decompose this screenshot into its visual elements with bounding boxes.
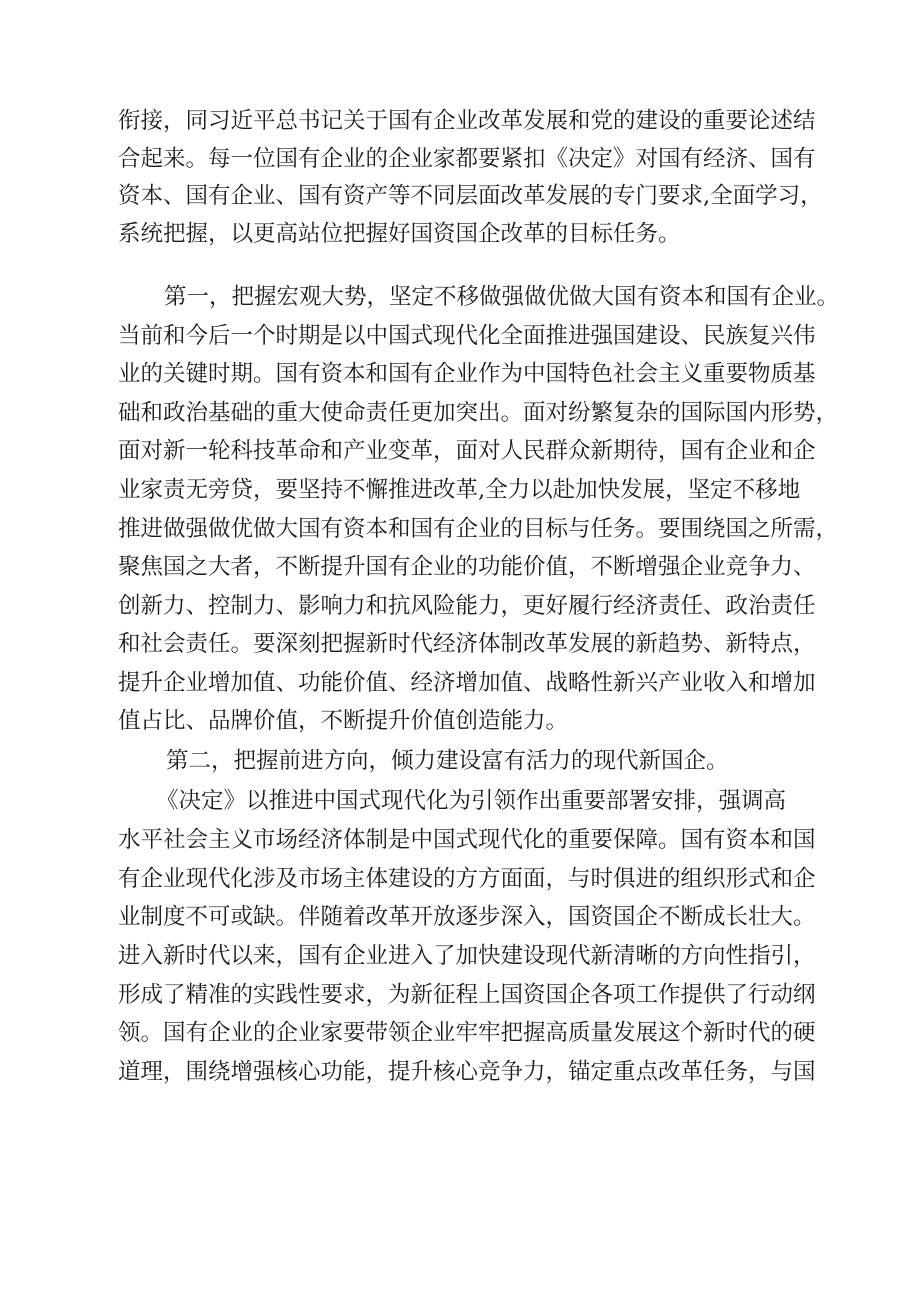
text-line: 推进做强做优做大国有资本和国有企业的目标与任务。要围绕国之所需， xyxy=(118,516,839,542)
text-line: 和社会责任。要深刻把握新时代经济体制改革发展的新趋势、新特点， xyxy=(118,631,816,657)
text-line: 系统把握，以更高站位把握好国资国企改革的目标任务。 xyxy=(118,221,681,247)
text-line: 第二，把握前进方向，倾力建设富有活力的现代新国企。 xyxy=(166,748,729,774)
text-line: 业家责无旁贷，要坚持不懈推进改革,全力以赴加快发展，坚定不移地 xyxy=(118,477,801,503)
text-line: 值占比、品牌价值，不断提升价值创造能力。 xyxy=(118,708,569,734)
text-line: 资本、国有企业、国有资产等不同层面改革发展的专门要求,全面学习， xyxy=(118,183,823,209)
text-line: 《决定》以推进中国式现代化为引领作出重要部署安排，强调高 xyxy=(156,788,787,814)
text-line: 创新力、控制力、影响力和抗风险能力，更好履行经济责任、政治责任 xyxy=(118,593,816,619)
text-line: 领。国有企业的企业家要带领企业牢牢把握高质量发展这个新时代的硬 xyxy=(118,1020,816,1046)
text-line: 面对新一轮科技革命和产业变革，面对人民群众新期待，国有企业和企 xyxy=(118,438,816,464)
text-line: 有企业现代化涉及市场主体建设的方方面面，与时俱进的组织形式和企 xyxy=(118,866,816,892)
text-line: 聚焦国之大者，不断提升国有企业的功能价值，不断增强企业竞争力、 xyxy=(118,554,816,580)
text-line: 业的关键时期。国有资本和国有企业作为中国特色社会主义重要物质基 xyxy=(118,361,816,387)
text-line: 合起来。每一位国有企业的企业家都要紧扣《决定》对国有经济、国有 xyxy=(118,146,816,172)
text-line: 提升企业增加值、功能价值、经济增加值、战略性新兴产业收入和增加 xyxy=(118,670,816,696)
text-line: 第一，把握宏观大势，坚定不移做强做优做大国有资本和国有企业。 xyxy=(164,284,840,310)
text-line: 水平社会主义市场经济体制是中国式现代化的重要保障。国有资本和国 xyxy=(118,827,816,853)
text-line: 进入新时代以来，国有企业进入了加快建设现代新清晰的方向性指引， xyxy=(118,943,816,969)
text-line: 衔接，同习近平总书记关于国有企业改革发展和党的建设的重要论述结 xyxy=(118,108,816,134)
text-line: 形成了精准的实践性要求，为新征程上国资国企各项工作提供了行动纲 xyxy=(118,982,816,1008)
text-line: 道理，围绕增强核心功能，提升核心竞争力，锚定重点改革任务，与国 xyxy=(118,1059,816,1085)
text-line: 业制度不可或缺。伴随着改革开放逐步深入，国资国企不断成长壮大。 xyxy=(118,904,816,930)
text-line: 当前和今后一个时期是以中国式现代化全面推进强国建设、民族复兴伟 xyxy=(118,323,816,349)
text-line: 础和政治基础的重大使命责任更加突出。面对纷繁复杂的国际国内形势， xyxy=(118,400,839,426)
